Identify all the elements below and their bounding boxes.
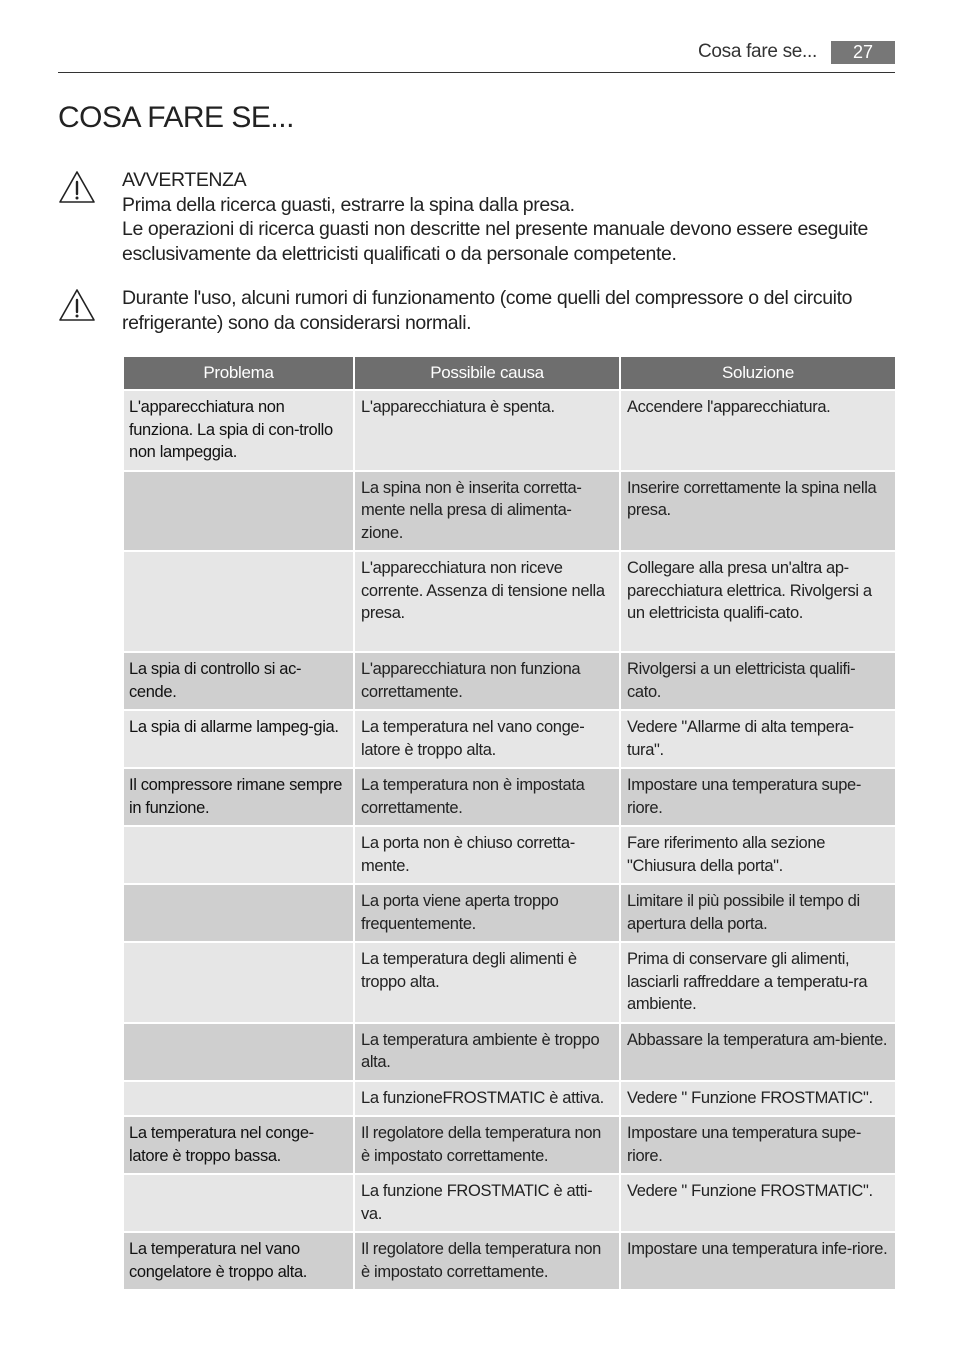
cause-cell: La funzione FROSTMATIC è atti-va. (354, 1174, 620, 1232)
solution-cell: Accendere l'apparecchiatura. (620, 390, 896, 471)
cause-cell: La porta viene aperta troppo frequentemente. (354, 884, 620, 942)
warning-triangle-icon (58, 288, 96, 322)
page-header (58, 38, 895, 73)
cause-cell: La spina non è inserita corretta-mente nella presa di alimenta-zione. (354, 471, 620, 552)
cause-cell: L'apparecchiatura non riceve corrente. Assenza di tensione nella presa. (354, 551, 620, 652)
warning-text (122, 168, 892, 266)
cause-cell: Il regolatore della temperatura non è impostato correttamente. (354, 1232, 620, 1290)
cause-cell: La temperatura degli alimenti è troppo alta. (354, 942, 620, 1023)
warning-heading: AVVERTENZA (122, 169, 247, 191)
table-row (123, 652, 896, 710)
table-row (123, 884, 896, 942)
table-row (123, 471, 896, 552)
warning-line: esclusivamente da elettricisti qualificati o da personale competente. (122, 242, 677, 265)
cause-cell: La porta non è chiuso corretta-mente. (354, 826, 620, 884)
solution-cell: Abbassare la temperatura am-biente. (620, 1023, 896, 1081)
column-header-solution: Soluzione (620, 356, 896, 390)
table-row (123, 551, 896, 652)
problem-cell: La spia di allarme lampeg-gia. (123, 710, 354, 768)
warning-line: Prima della ricerca guasti, estrarre la spina dalla presa. (122, 193, 575, 216)
table-row (123, 942, 896, 1023)
notice-text (122, 286, 892, 335)
notice-line: refrigerante) sono da considerarsi normali. (122, 311, 472, 334)
table-row (123, 710, 896, 768)
section-title: Cosa fare se... (697, 41, 817, 62)
problem-cell (123, 826, 354, 884)
table-row (123, 1232, 896, 1290)
table-row (123, 1116, 896, 1174)
problem-cell (123, 1023, 354, 1081)
table-row (123, 826, 896, 884)
problem-cell: La temperatura nel conge-latore è troppo bassa. (123, 1116, 354, 1174)
warning-block-2 (58, 286, 898, 346)
cause-cell: La temperatura non è impostata correttamente. (354, 768, 620, 826)
table-row (123, 1174, 896, 1232)
cause-cell: Il regolatore della temperatura non è impostato correttamente. (354, 1116, 620, 1174)
cause-cell: L'apparecchiatura non funziona correttamente. (354, 652, 620, 710)
problem-cell: La spia di controllo si ac-cende. (123, 652, 354, 710)
table-row (123, 1023, 896, 1081)
solution-cell: Impostare una temperatura infe-riore. (620, 1232, 896, 1290)
cause-cell: La temperatura ambiente è troppo alta. (354, 1023, 620, 1081)
solution-cell: Impostare una temperatura supe-riore. (620, 1116, 896, 1174)
page-title: COSA FARE SE... (58, 101, 294, 134)
notice-line: Durante l'uso, alcuni rumori di funzionamento (come quelli del compressore o del circuito (122, 287, 853, 309)
cause-cell: La temperatura nel vano conge-latore è troppo alta. (354, 710, 620, 768)
problem-cell (123, 551, 354, 652)
solution-cell: Vedere "Allarme di alta tempera-tura". (620, 710, 896, 768)
table-header-row (123, 356, 896, 390)
column-header-problem: Problema (123, 356, 354, 390)
solution-cell: Rivolgersi a un elettricista qualifi-cato. (620, 652, 896, 710)
page-number: 27 (831, 41, 895, 64)
solution-cell: Vedere " Funzione FROSTMATIC". (620, 1081, 896, 1117)
solution-cell: Limitare il più possibile il tempo di apertura della porta. (620, 884, 896, 942)
problem-cell (123, 884, 354, 942)
warning-block-1 (58, 168, 898, 268)
solution-cell: Inserire correttamente la spina nella presa. (620, 471, 896, 552)
solution-cell: Vedere " Funzione FROSTMATIC". (620, 1174, 896, 1232)
cause-cell: La funzioneFROSTMATIC è attiva. (354, 1081, 620, 1117)
table-row (123, 1081, 896, 1117)
cause-cell: L'apparecchiatura è spenta. (354, 390, 620, 471)
problem-cell (123, 1081, 354, 1117)
column-header-cause: Possibile causa (354, 356, 620, 390)
problem-cell (123, 942, 354, 1023)
warning-triangle-icon (58, 170, 96, 204)
problem-cell: Il compressore rimane sempre in funzione. (123, 768, 354, 826)
solution-cell: Impostare una temperatura supe-riore. (620, 768, 896, 826)
solution-cell: Collegare alla presa un'altra ap-parecchiatura elettrica. Rivolgersi a un elettricista qualifi-cato. (620, 551, 896, 652)
troubleshooting-table (122, 355, 897, 1291)
problem-cell: L'apparecchiatura non funziona. La spia di con-trollo non lampeggia. (123, 390, 354, 471)
problem-cell: La temperatura nel vano congelatore è troppo alta. (123, 1232, 354, 1290)
table-row (123, 390, 896, 471)
solution-cell: Prima di conservare gli alimenti, lasciarli raffreddare a temperatu-ra ambiente. (620, 942, 896, 1023)
solution-cell: Fare riferimento alla sezione "Chiusura della porta". (620, 826, 896, 884)
problem-cell (123, 471, 354, 552)
table-row (123, 768, 896, 826)
problem-cell (123, 1174, 354, 1232)
warning-line: Le operazioni di ricerca guasti non descritte nel presente manuale devono essere eseguite (122, 218, 868, 240)
